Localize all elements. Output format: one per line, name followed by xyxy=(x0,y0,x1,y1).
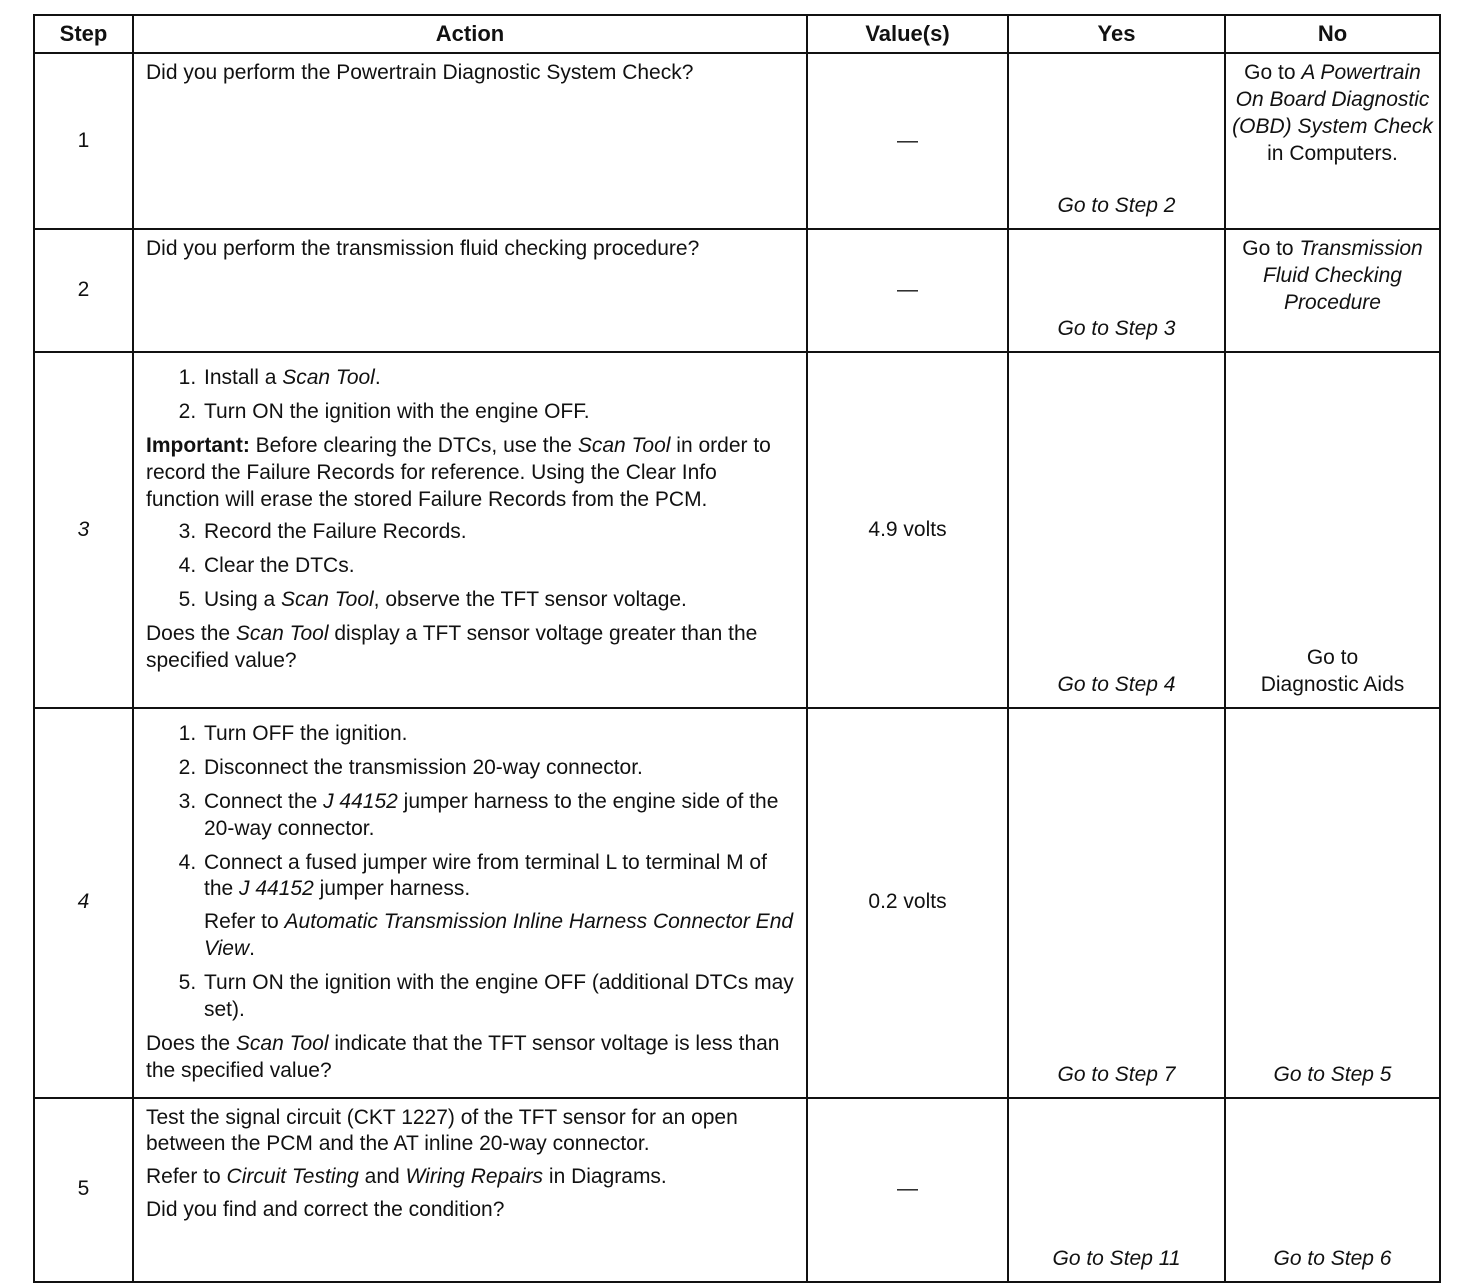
no-prefix: Go to xyxy=(1306,646,1359,670)
yes-cell xyxy=(1008,53,1225,229)
yes-link[interactable]: Go to Step 11 xyxy=(1052,1246,1181,1270)
no-prefix: Go to xyxy=(1244,61,1302,84)
no-cell xyxy=(1225,352,1440,708)
action-question: Does the Scan Tool display a TFT sensor voltage greater than the specified value? xyxy=(146,622,758,672)
table-row xyxy=(34,229,1440,352)
step-number-text: 3 xyxy=(77,517,90,541)
step-number: 5 xyxy=(34,1098,133,1282)
step-number: 2 xyxy=(34,229,133,352)
action-step: 2. Disconnect the transmission 20-way connector. xyxy=(202,755,796,782)
value-cell: — xyxy=(807,1098,1008,1282)
action-step: 5. Using a Scan Tool, observe the TFT sensor voltage. xyxy=(202,587,796,614)
table-row xyxy=(34,53,1440,229)
action-cell xyxy=(133,229,807,352)
action-steps xyxy=(146,721,796,1024)
yes-link[interactable]: Go to Step 4 xyxy=(1057,673,1176,697)
action-step: 3. Record the Failure Records. xyxy=(202,519,796,546)
table-row xyxy=(34,352,1440,708)
header-step: Step xyxy=(34,15,133,53)
no-cell xyxy=(1225,229,1440,352)
yes-cell xyxy=(1008,708,1225,1098)
no-link[interactable]: Go to Step 6 xyxy=(1273,1246,1392,1270)
action-cell xyxy=(133,708,807,1098)
yes-link[interactable]: Go to Step 3 xyxy=(1057,317,1176,341)
no-suffix: in Computers. xyxy=(1267,141,1398,165)
action-step-reference: Refer to Automatic Transmission Inline Harness Connector End View. xyxy=(204,910,794,961)
value-cell: — xyxy=(807,229,1008,352)
action-step: 5. Turn ON the ignition with the engine OFF (additional DTCs may set). xyxy=(202,970,796,1024)
table-row xyxy=(34,708,1440,1098)
step-number xyxy=(34,708,133,1098)
step-number xyxy=(34,352,133,708)
action-cell xyxy=(133,53,807,229)
action-steps xyxy=(146,519,796,614)
action-steps xyxy=(146,365,796,426)
action-step: 1. Install a Scan Tool. xyxy=(202,365,796,392)
no-link[interactable]: A Powertrain On Board Diagnostic (OBD) System Check xyxy=(1232,61,1433,138)
yes-cell xyxy=(1008,1098,1225,1282)
yes-cell xyxy=(1008,352,1225,708)
yes-cell xyxy=(1008,229,1225,352)
value-cell: — xyxy=(807,53,1008,229)
header-action: Action xyxy=(133,15,807,53)
no-link[interactable]: Transmission Fluid Checking Procedure xyxy=(1263,237,1423,314)
action-text: Test the signal circuit (CKT 1227) of the TFT sensor for an open between the PCM and the AT inline 20-way connector. xyxy=(146,1105,738,1156)
action-question: Did you perform the Powertrain Diagnostic System Check? xyxy=(146,61,694,84)
no-cell xyxy=(1225,53,1440,229)
no-link[interactable]: Diagnostic Aids xyxy=(1260,673,1405,697)
step-number: 1 xyxy=(34,53,133,229)
header-no: No xyxy=(1225,15,1440,53)
header-row xyxy=(34,15,1440,53)
action-step: 1. Turn OFF the ignition. xyxy=(202,721,796,748)
action-step: 2. Turn ON the ignition with the engine OFF. xyxy=(202,399,796,426)
important-label: Important: xyxy=(146,433,250,457)
value-cell: 0.2 volts xyxy=(807,708,1008,1098)
diagnostic-table xyxy=(33,14,1441,1283)
header-values: Value(s) xyxy=(807,15,1008,53)
action-step: 3. Connect the J 44152 jumper harness to the engine side of the 20-way connector. xyxy=(202,789,796,843)
yes-link[interactable]: Go to Step 2 xyxy=(1057,194,1176,218)
action-question: Did you perform the transmission fluid checking procedure? xyxy=(146,237,700,260)
action-step: 4. Connect a fused jumper wire from terminal L to terminal M of the J 44152 jumper harness. Refer to Automatic Transmission Inline Harness Connector End View. xyxy=(202,850,796,964)
no-prefix: Go to xyxy=(1242,237,1300,260)
no-link[interactable]: Go to Step 5 xyxy=(1273,1062,1392,1086)
action-cell xyxy=(133,352,807,708)
important-note: Important: Before clearing the DTCs, use the Scan Tool in order to record the Failure Records for reference. Using the Clear Info function will erase the stored Failure Records from the PCM. xyxy=(146,433,771,511)
action-cell xyxy=(133,1098,807,1282)
action-question: Did you find and correct the condition? xyxy=(146,1198,505,1222)
value-cell: 4.9 volts xyxy=(807,352,1008,708)
table-row xyxy=(34,1098,1440,1282)
step-number-text: 4 xyxy=(77,890,90,914)
no-cell xyxy=(1225,708,1440,1098)
action-step: 4. Clear the DTCs. xyxy=(202,553,796,580)
action-reference: Refer to Circuit Testing and Wiring Repairs in Diagrams. xyxy=(146,1165,667,1189)
header-yes: Yes xyxy=(1008,15,1225,53)
no-cell xyxy=(1225,1098,1440,1282)
yes-link[interactable]: Go to Step 7 xyxy=(1057,1062,1176,1086)
action-question: Does the Scan Tool indicate that the TFT sensor voltage is less than the specified value? xyxy=(146,1031,780,1082)
